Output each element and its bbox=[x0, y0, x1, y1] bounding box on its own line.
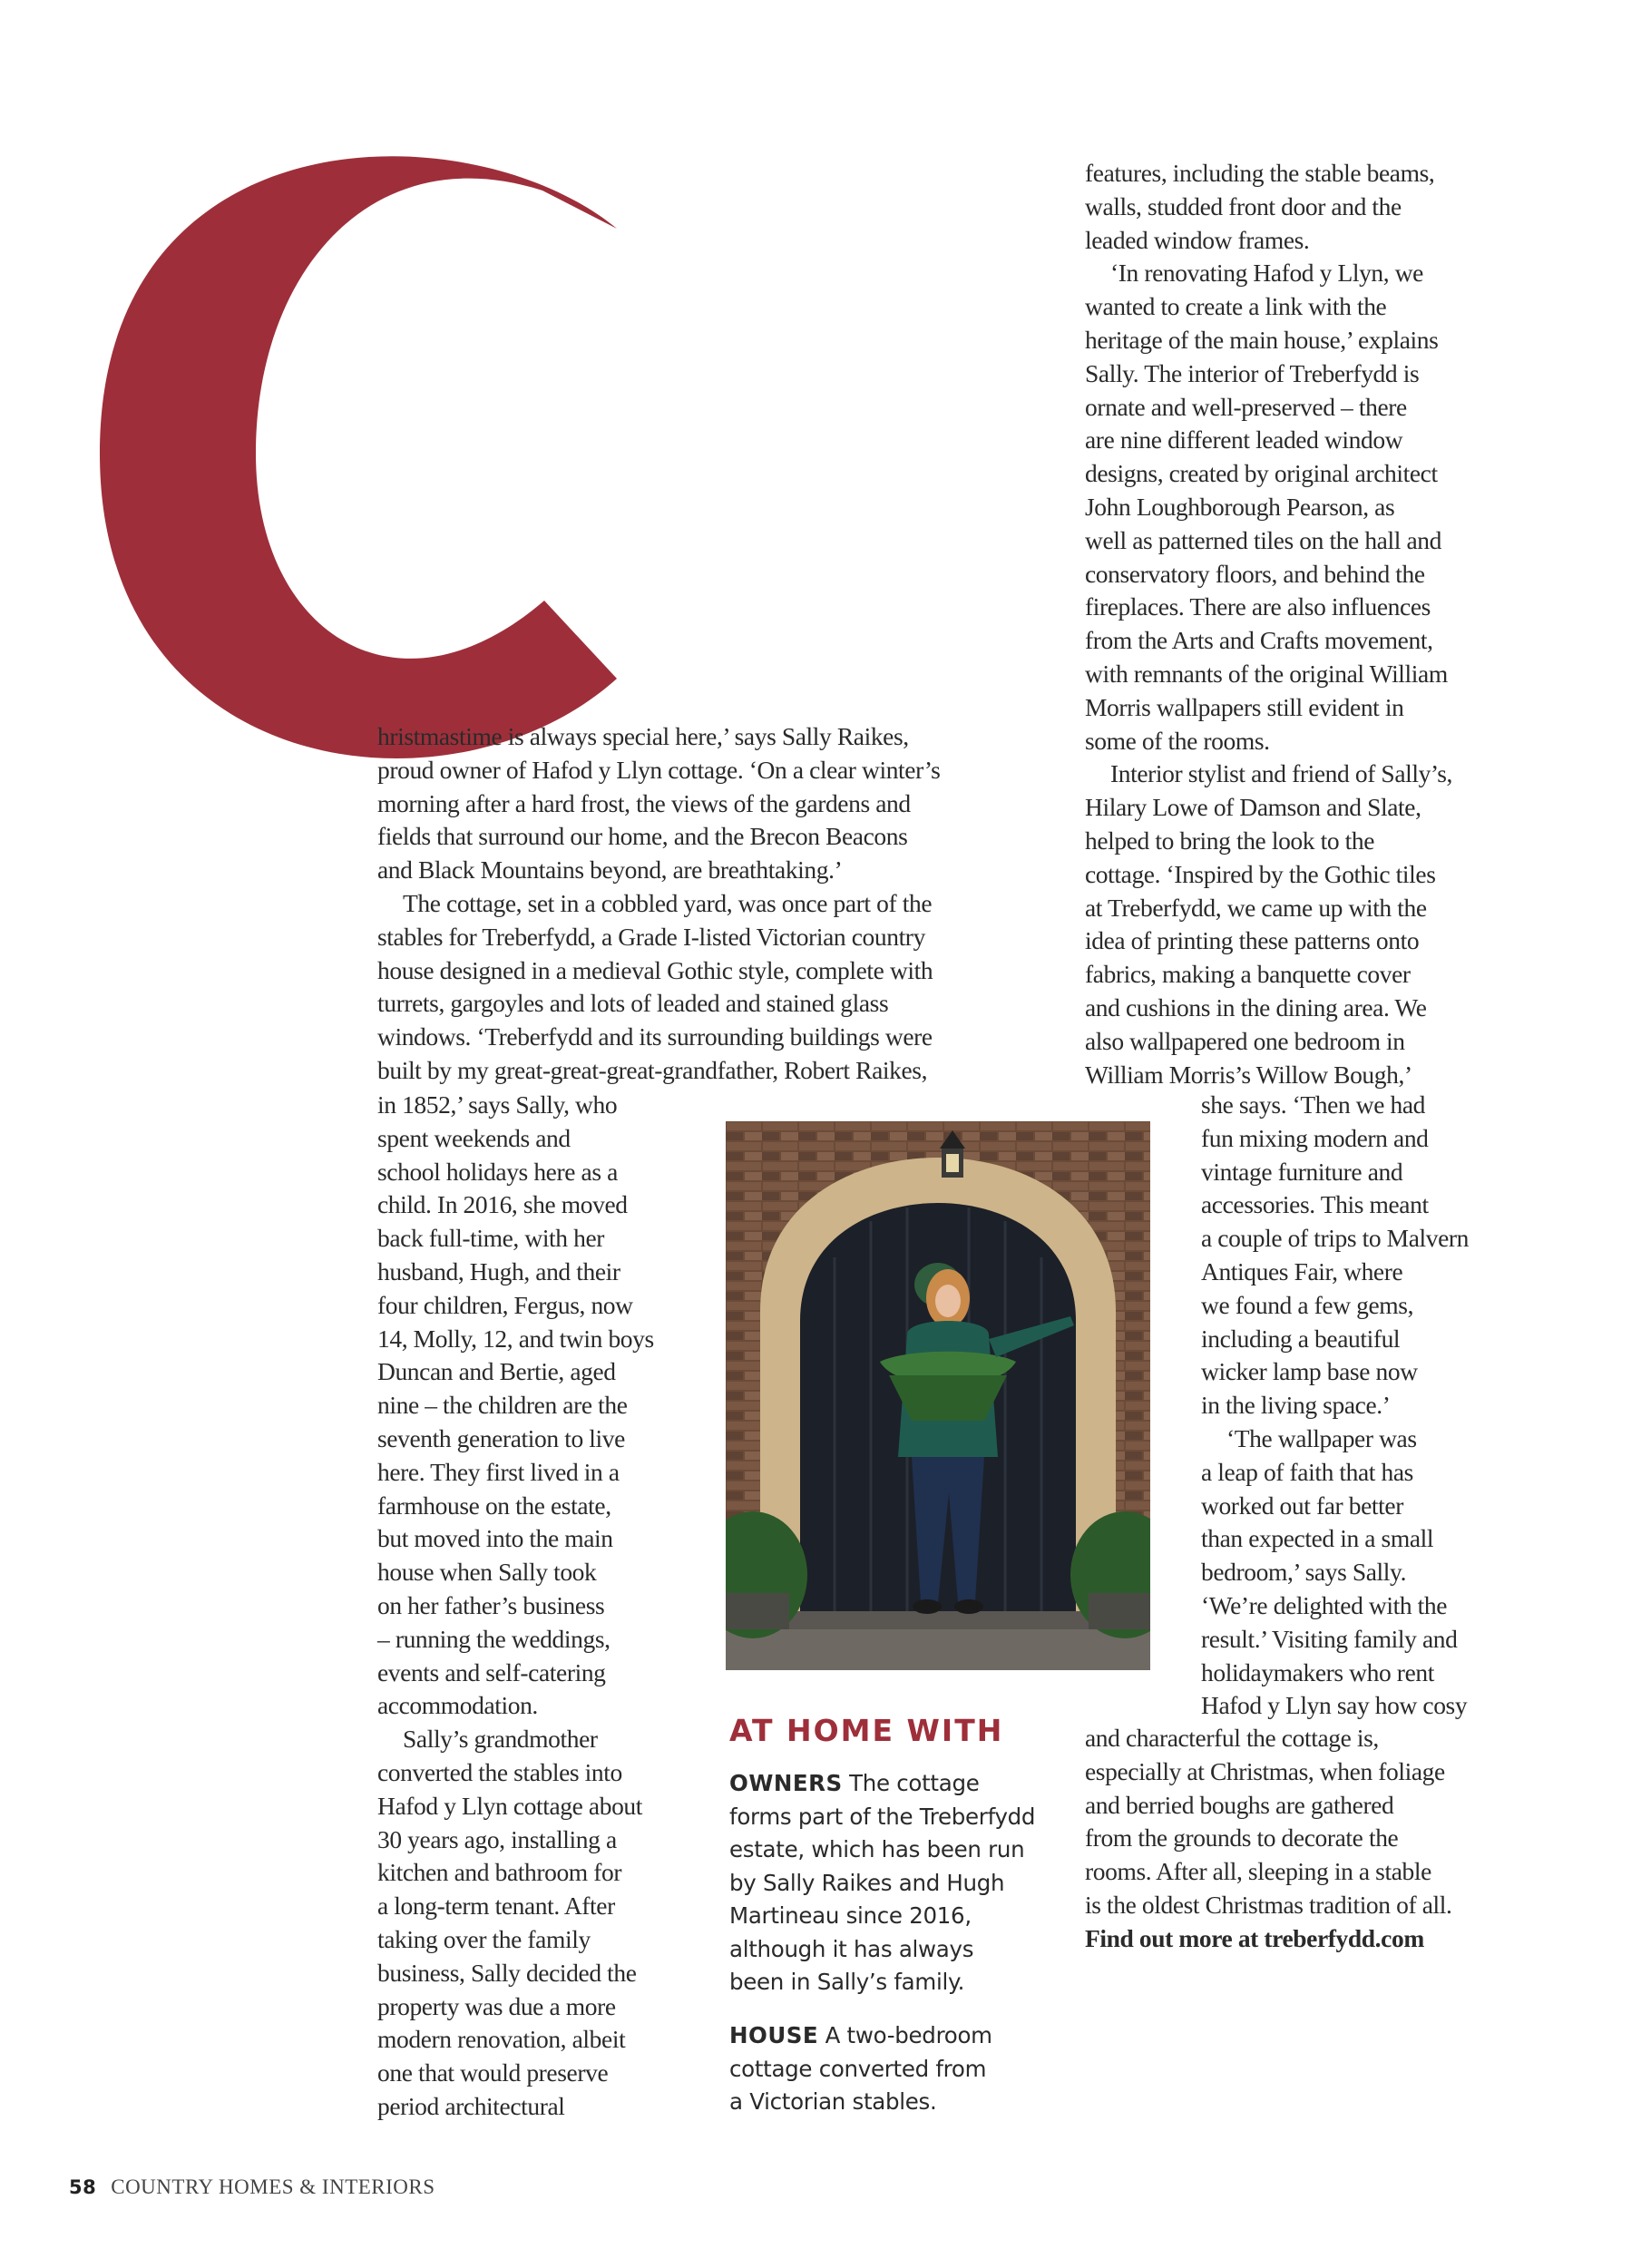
para2-narrow-line: here. They first lived in a bbox=[377, 1457, 620, 1486]
col3-para2-line: conservatory floors, and behind the bbox=[1085, 559, 1425, 588]
sidebar-house bbox=[729, 2019, 1110, 2119]
para2-narrow-line: on her father’s business bbox=[377, 1590, 605, 1619]
para2-line: windows. ‘Treberfydd and its surrounding buildings were bbox=[377, 1022, 933, 1051]
para2-narrow-line: but moved into the main bbox=[377, 1524, 613, 1553]
col3-para3-line: also wallpapered one bedroom in bbox=[1085, 1026, 1405, 1055]
col3-para2-line: designs, created by original architect bbox=[1085, 459, 1438, 488]
para2-narrow-line: nine – the children are the bbox=[377, 1391, 628, 1420]
para3-line: business, Sally decided the bbox=[377, 1958, 637, 1987]
para2-narrow-line: husband, Hugh, and their bbox=[377, 1256, 620, 1286]
col3-para2-line: Sally. The interior of Treberfydd is bbox=[1085, 358, 1420, 387]
col3-narrow-line: wicker lamp base now bbox=[1201, 1357, 1418, 1386]
col3-para2-line: with remnants of the original William bbox=[1085, 659, 1448, 688]
para2-narrow-line: four children, Fergus, now bbox=[377, 1290, 633, 1319]
col3-narrow-para-line: a leap of faith that has bbox=[1201, 1457, 1413, 1486]
col3-narrow-para-line: worked out far better bbox=[1201, 1491, 1403, 1520]
para2-narrow-line: house when Sally took bbox=[377, 1558, 597, 1587]
owners-line: Martineau since 2016, bbox=[729, 1902, 972, 1929]
col3-narrow-line: fun mixing modern and bbox=[1201, 1123, 1429, 1152]
col3-final-line: rooms. After all, sleeping in a stable bbox=[1085, 1857, 1431, 1886]
owners-line: forms part of the Treberfydd bbox=[729, 1803, 1036, 1830]
col3-narrow-line: accessories. This meant bbox=[1201, 1190, 1429, 1219]
page-footer bbox=[69, 2175, 435, 2199]
column-3-top bbox=[1085, 157, 1629, 1091]
find-out-more-link[interactable]: Find out more at treberfydd.com bbox=[1085, 1923, 1424, 1952]
col3-final-line: from the grounds to decorate the bbox=[1085, 1823, 1399, 1853]
col3-para3-line: idea of printing these patterns onto bbox=[1085, 926, 1420, 955]
col3-narrow-line: in the living space.’ bbox=[1201, 1391, 1391, 1420]
para3-line: Sally’s grandmother bbox=[403, 1725, 598, 1754]
para3-line: converted the stables into bbox=[377, 1757, 622, 1786]
col3-para2-line: heritage of the main house,’ explains bbox=[1085, 325, 1439, 354]
para2-narrow-line: farmhouse on the estate, bbox=[377, 1491, 611, 1520]
owners-line: OWNERS The cottage bbox=[729, 1770, 980, 1796]
para3-line: period architectural bbox=[377, 2091, 565, 2120]
column-3-narrow bbox=[1201, 1089, 1627, 1723]
intro-line: fields that surround our home, and the Brecon Beacons bbox=[377, 822, 908, 851]
house-line: HOUSE A two-bedroom bbox=[729, 2022, 992, 2048]
col3-para2-line: fireplaces. There are also influences bbox=[1085, 592, 1431, 621]
owners-line: although it has always bbox=[729, 1935, 974, 1962]
column-3-bottom bbox=[1085, 1722, 1629, 1956]
para2-narrow-line: back full-time, with her bbox=[377, 1224, 605, 1253]
col3-narrow-para-line: Hafod y Llyn say how cosy bbox=[1201, 1691, 1468, 1720]
para3-line: a long-term tenant. After bbox=[377, 1892, 615, 1921]
col3-final-line: is the oldest Christmas tradition of all. bbox=[1085, 1890, 1452, 1919]
para3-line: property was due a more bbox=[377, 1991, 616, 2020]
para3-line: taking over the family bbox=[377, 1924, 591, 1953]
sidebar-title: AT HOME WITH bbox=[729, 1713, 1004, 1748]
col3-final-line: and characterful the cottage is, bbox=[1085, 1724, 1379, 1752]
magazine-name: COUNTRY HOMES & INTERIORS bbox=[111, 2175, 435, 2198]
para3-line: one that would preserve bbox=[377, 2058, 609, 2087]
para2-narrow-line: Duncan and Bertie, aged bbox=[377, 1357, 616, 1386]
owners-line: estate, which has been run bbox=[729, 1836, 1025, 1862]
col3-narrow-line: she says. ‘Then we had bbox=[1201, 1090, 1426, 1119]
page-number: 58 bbox=[69, 2176, 97, 2198]
sidebar-owners bbox=[729, 1767, 1110, 1999]
col3-narrow-line: Antiques Fair, where bbox=[1201, 1256, 1403, 1286]
col3-para2-line: Morris wallpapers still evident in bbox=[1085, 692, 1404, 721]
para2-narrow-line: child. In 2016, she moved bbox=[377, 1190, 628, 1219]
col3-para3-line: and cushions in the dining area. We bbox=[1085, 992, 1427, 1022]
para3-line: kitchen and bathroom for bbox=[377, 1858, 622, 1887]
para2-line: turrets, gargoyles and lots of leaded and stained glass bbox=[377, 989, 889, 1018]
owners-label: OWNERS bbox=[729, 1770, 843, 1796]
col3-para2-line: from the Arts and Crafts movement, bbox=[1085, 626, 1433, 655]
intro-line: and Black Mountains beyond, are breathtaking.’ bbox=[377, 855, 843, 885]
col3-final-line: especially at Christmas, when foliage bbox=[1085, 1756, 1445, 1785]
col3-narrow-para-line: ‘We’re delighted with the bbox=[1201, 1590, 1448, 1619]
col3-narrow-para-line: holidaymakers who rent bbox=[1201, 1657, 1434, 1686]
para3-line: 30 years ago, installing a bbox=[377, 1824, 617, 1853]
col3-para2-line: ornate and well-preserved – there bbox=[1085, 392, 1407, 421]
col3-para3-line: fabrics, making a banquette cover bbox=[1085, 960, 1411, 989]
col3-para2-line: John Loughborough Pearson, as bbox=[1085, 492, 1395, 521]
para3-line: modern renovation, albeit bbox=[377, 2025, 626, 2054]
col3-narrow-para-line: ‘The wallpaper was bbox=[1226, 1423, 1417, 1452]
col3-para3-line: helped to bring the look to the bbox=[1085, 826, 1375, 855]
para2-narrow-line: in 1852,’ says Sally, who bbox=[377, 1090, 618, 1119]
col3-para2-line: are nine different leaded window bbox=[1085, 425, 1403, 455]
para2-narrow-line: – running the weddings, bbox=[377, 1624, 610, 1653]
col3-narrow-line: including a beautiful bbox=[1201, 1324, 1401, 1353]
col3-para3-line: Hilary Lowe of Damson and Slate, bbox=[1085, 793, 1421, 822]
para2-narrow-line: spent weekends and bbox=[377, 1123, 571, 1152]
col3-narrow-line: a couple of trips to Malvern bbox=[1201, 1224, 1470, 1253]
para3-line: Hafod y Llyn cottage about bbox=[377, 1791, 643, 1820]
house-line: a Victorian stables. bbox=[729, 2088, 937, 2115]
intro-paragraph bbox=[377, 720, 1049, 1088]
col3-para2-line: well as patterned tiles on the hall and bbox=[1085, 525, 1441, 554]
para2-narrow-line: seventh generation to live bbox=[377, 1423, 625, 1452]
col3-para3-line: William Morris’s Willow Bough,’ bbox=[1085, 1060, 1412, 1089]
woman-at-stone-doorway-photo bbox=[726, 1121, 1150, 1670]
col3-para2-line: wanted to create a link with the bbox=[1085, 292, 1387, 321]
para2-narrow-line: 14, Molly, 12, and twin boys bbox=[377, 1324, 654, 1353]
col3-line: leaded window frames. bbox=[1085, 225, 1310, 254]
col3-para3-line: at Treberfydd, we came up with the bbox=[1085, 893, 1427, 922]
para2-line: built by my great-great-great-grandfather, Robert Raikes, bbox=[377, 1055, 928, 1084]
col3-line: features, including the stable beams, bbox=[1085, 159, 1435, 187]
col3-para3-line: cottage. ‘Inspired by the Gothic tiles bbox=[1085, 859, 1436, 888]
para2-narrow-line: accommodation. bbox=[377, 1691, 538, 1720]
col3-para2-line: ‘In renovating Hafod y Llyn, we bbox=[1110, 259, 1423, 288]
column-1-narrow bbox=[377, 1089, 713, 2124]
col3-narrow-para-line: than expected in a small bbox=[1201, 1524, 1434, 1553]
col3-para2-line: some of the rooms. bbox=[1085, 726, 1270, 755]
intro-line: proud owner of Hafod y Llyn cottage. ‘On a clear winter’s bbox=[377, 755, 941, 784]
intro-line: morning after a hard frost, the views of the gardens and bbox=[377, 788, 911, 817]
drop-cap-c bbox=[0, 0, 653, 798]
owners-line: been in Sally’s family. bbox=[729, 1969, 965, 1995]
col3-narrow-line: vintage furniture and bbox=[1201, 1157, 1403, 1186]
house-line: cottage converted from bbox=[729, 2055, 987, 2082]
para2-narrow-line: events and self-catering bbox=[377, 1657, 606, 1686]
col3-narrow-line: we found a few gems, bbox=[1201, 1290, 1414, 1319]
col3-line: walls, studded front door and the bbox=[1085, 191, 1402, 220]
col3-para3-line: Interior stylist and friend of Sally’s, bbox=[1110, 759, 1452, 788]
para2-narrow-line: school holidays here as a bbox=[377, 1157, 618, 1186]
intro-line: hristmastime is always special here,’ says Sally Raikes, bbox=[377, 722, 909, 750]
col3-narrow-para-line: result.’ Visiting family and bbox=[1201, 1624, 1458, 1653]
col3-final-line: and berried boughs are gathered bbox=[1085, 1790, 1394, 1819]
house-label: HOUSE bbox=[729, 2022, 819, 2048]
para2-line: house designed in a medieval Gothic style, complete with bbox=[377, 955, 933, 984]
para2-line: The cottage, set in a cobbled yard, was once part of the bbox=[403, 888, 933, 917]
para2-line: stables for Treberfydd, a Grade I-listed Victorian country bbox=[377, 922, 925, 951]
owners-line: by Sally Raikes and Hugh bbox=[729, 1869, 1005, 1896]
col3-narrow-para-line: bedroom,’ says Sally. bbox=[1201, 1558, 1407, 1587]
